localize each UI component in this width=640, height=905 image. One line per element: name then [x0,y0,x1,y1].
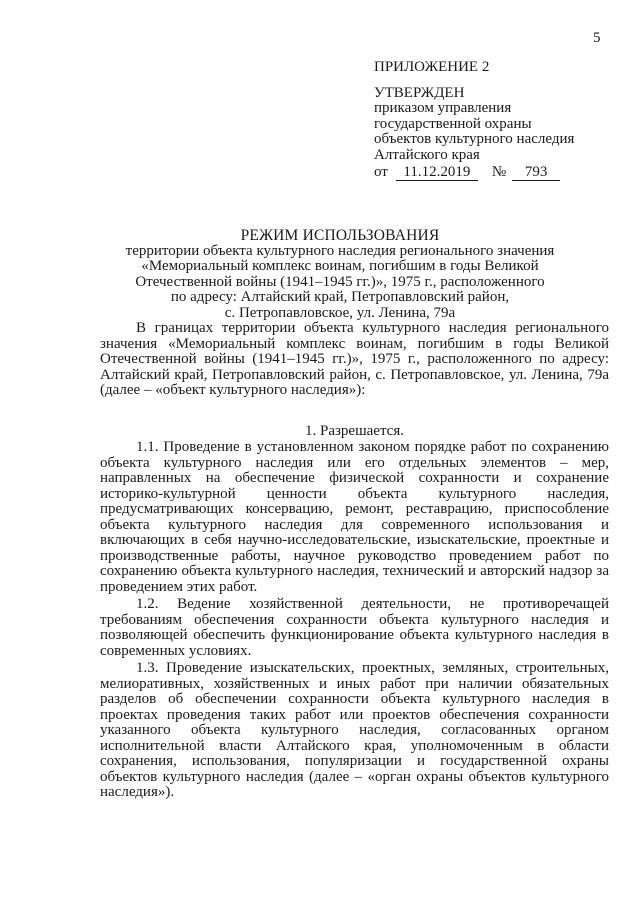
clause-1-1: 1.1. Проведение в установленном законом порядке работ по сохранению объекта культурного наследия или его отдельных элементов – мер, направленных на обеспечение физической сохранности и сохранение историко-культурной ценности объекта культурного наследия, предусматривающих консервацию, ремонт, реставрацию, приспособление объекта культурного наследия для современного использования и включающих в себя научно-исследовательские, изыскательские, проектные и производственные работы, научное руководство проведением работ по сохранению объекта культурного наследия, технический и авторский надзор за проведением этих работ. [100,439,609,595]
order-number: 793 [512,165,560,181]
title-line: с. Петропавловское, ул. Ленина, 79а [224,304,456,321]
intro-paragraph: В границах территории объекта культурного наследия регионального значения «Мемориальный комплекс воинам, погибшим в годы Великой Отечественной войны (1941–1945 гг.)», 1975 г., расположенного по адресу: Алтайский край, Петропавловский район, с. Петропавловское, ул. Ленина, 79а (далее – «объект культурного наследия»): [100,320,609,398]
approval-line: Алтайского края [374,146,480,163]
page-number: 5 [593,30,601,46]
approval-block [374,60,624,181]
order-line [374,165,624,181]
section-heading: 1. Разрешается. [305,423,404,439]
clause-1-3: 1.3. Проведение изыскательских, проектных, земляных, строительных, мелиоративных, хозяйственных и иных работ при наличии обязательных разделов об обеспечении сохранности объекта культурного наследия в проектах проведения таких работ или проектов обеспечения сохранности указанного объекта культурного наследия, согласованных органом исполнительной власти Алтайского края, уполномоченным в области сохранения, использования, популяризации и государственной охраны объектов культурного наследия (далее – «орган охраны объектов культурного наследия»). [100,660,609,800]
title-main: РЕЖИМ ИСПОЛЬЗОВАНИЯ [240,227,440,244]
clauses-block [100,440,609,803]
approval-line: государственной охраны [374,115,532,132]
approval-line: приказом управления [374,100,512,116]
title-line: Отечественной войны (1941–1945 гг.)», 1975 г., расположенного [135,273,545,290]
number-label: № [491,164,507,180]
document-title [60,228,620,321]
approval-line: объектов культурного наследия [374,131,575,147]
approved-label: УТВЕРЖДЕН [374,84,465,101]
from-label: от [374,164,388,180]
intro-paragraph-block [100,321,609,399]
order-date: 11.12.2019 [396,165,478,181]
title-line: по адресу: Алтайский край, Петропавловский район, [170,289,510,305]
clause-1-2: 1.2. Ведение хозяйственной деятельности, не противоречащей требованиям обеспечения сохранности объекта культурного наследия и позволяющей обеспечить функционирование объекта культурного наследия в современных условиях. [100,596,609,659]
title-line: территории объекта культурного наследия регионального значения [125,242,555,259]
title-line: «Мемориальный комплекс воинам, погибшим в годы Великой [141,258,539,274]
appendix-label: ПРИЛОЖЕНИЕ 2 [374,59,490,75]
